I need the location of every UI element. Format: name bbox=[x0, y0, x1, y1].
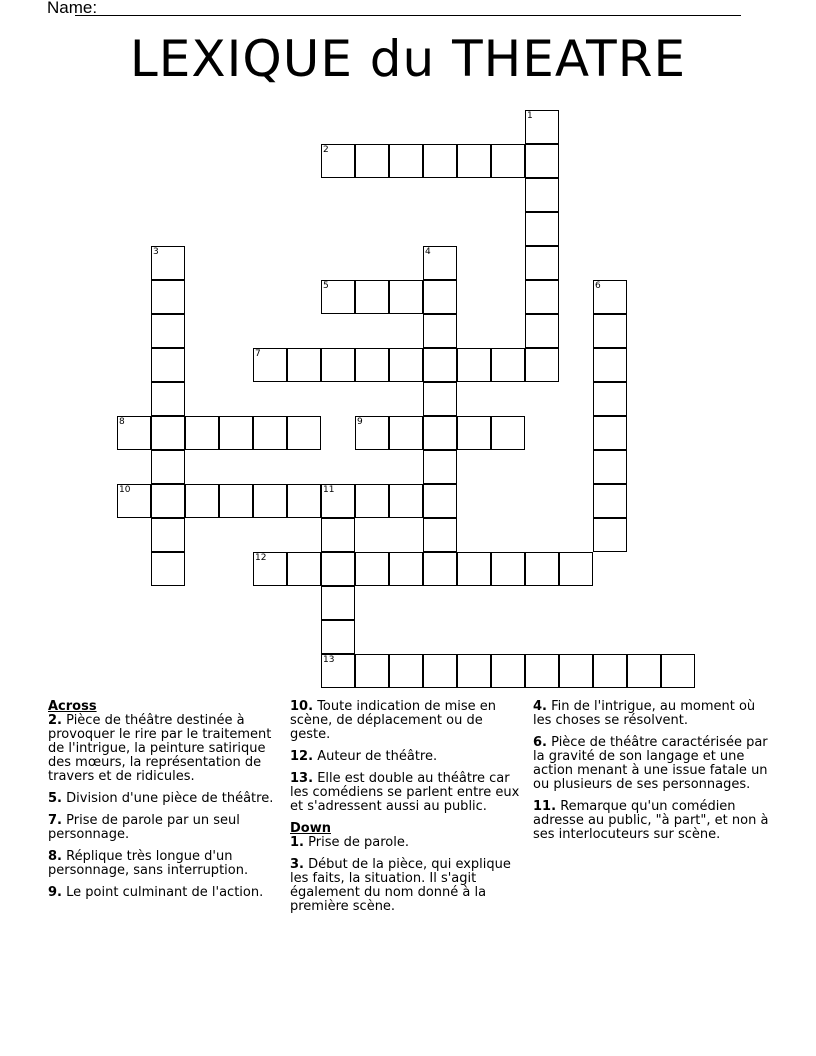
grid-cell[interactable] bbox=[491, 654, 525, 688]
grid-cell[interactable] bbox=[321, 280, 355, 314]
grid-cell[interactable] bbox=[253, 552, 287, 586]
cell-number: 9 bbox=[357, 417, 363, 427]
grid-cell[interactable] bbox=[287, 552, 321, 586]
grid-cell[interactable] bbox=[423, 484, 457, 518]
grid-cell[interactable] bbox=[287, 484, 321, 518]
grid-cell[interactable] bbox=[321, 552, 355, 586]
clue-across-8: 8. Réplique très longue d'un personnage, sans interruption. bbox=[48, 849, 249, 878]
grid-cell[interactable] bbox=[389, 484, 423, 518]
cell-number: 12 bbox=[255, 553, 267, 563]
clue-number: 5 bbox=[48, 791, 58, 806]
cell-number: 1 bbox=[527, 111, 533, 121]
grid-cell[interactable] bbox=[151, 246, 185, 280]
grid-cell[interactable] bbox=[151, 518, 185, 552]
page-title: LEXIQUE du THEATRE bbox=[129, 30, 687, 88]
clue-number: 11 bbox=[533, 799, 552, 814]
grid-cell[interactable] bbox=[491, 144, 525, 178]
grid-cell[interactable] bbox=[423, 348, 457, 382]
grid-cell[interactable] bbox=[593, 314, 627, 348]
clue-number: 10 bbox=[290, 699, 309, 714]
clue-across-7: 7. Prise de parole par un seul personnage. bbox=[48, 813, 240, 842]
grid-cell[interactable] bbox=[117, 416, 151, 450]
grid-cell[interactable] bbox=[423, 382, 457, 416]
grid-cell[interactable] bbox=[593, 382, 627, 416]
grid-cell[interactable] bbox=[525, 348, 559, 382]
grid-cell[interactable] bbox=[321, 518, 355, 552]
grid-cell[interactable] bbox=[389, 552, 423, 586]
grid-cell[interactable] bbox=[627, 654, 661, 688]
clues-column-2 bbox=[290, 700, 522, 922]
cell-number: 10 bbox=[119, 485, 131, 495]
grid-cell[interactable] bbox=[321, 144, 355, 178]
clue-number: 8 bbox=[48, 849, 58, 864]
grid-cell[interactable] bbox=[593, 654, 627, 688]
grid-cell[interactable] bbox=[389, 416, 423, 450]
grid-cell[interactable] bbox=[219, 484, 253, 518]
grid-cell[interactable] bbox=[457, 144, 491, 178]
grid-cell[interactable] bbox=[423, 450, 457, 484]
grid-cell[interactable] bbox=[287, 416, 321, 450]
across-heading: Across bbox=[48, 699, 97, 714]
grid-cell[interactable] bbox=[321, 586, 355, 620]
clue-across-10: 10. Toute indication de mise en scène, de déplacement ou de geste. bbox=[290, 699, 497, 742]
clue-text: Division d'une pièce de théâtre. bbox=[66, 791, 274, 806]
grid-cell[interactable] bbox=[423, 654, 457, 688]
clue-number: 6 bbox=[533, 735, 543, 750]
grid-cell[interactable] bbox=[253, 484, 287, 518]
grid-cell[interactable] bbox=[389, 144, 423, 178]
grid-cell[interactable] bbox=[185, 416, 219, 450]
cell-number: 5 bbox=[323, 281, 329, 291]
grid-cell[interactable] bbox=[253, 348, 287, 382]
clue-across-12: 12. Auteur de théâtre. bbox=[290, 749, 438, 764]
grid-cell[interactable] bbox=[355, 654, 389, 688]
grid-cell[interactable] bbox=[151, 382, 185, 416]
clue-text: Prise de parole. bbox=[308, 835, 409, 850]
grid-cell[interactable] bbox=[457, 552, 491, 586]
grid-cell[interactable] bbox=[389, 348, 423, 382]
grid-cell[interactable] bbox=[355, 552, 389, 586]
grid-cell[interactable] bbox=[423, 144, 457, 178]
clue-number: 2 bbox=[48, 713, 58, 728]
grid-cell[interactable] bbox=[593, 450, 627, 484]
grid-cell[interactable] bbox=[525, 110, 559, 144]
grid-cell[interactable] bbox=[525, 212, 559, 246]
name-label: Name: bbox=[47, 0, 98, 17]
grid-cell[interactable] bbox=[457, 416, 491, 450]
grid-cell[interactable] bbox=[593, 348, 627, 382]
grid-cell[interactable] bbox=[423, 314, 457, 348]
clue-text: Pièce de théâtre destinée à provoquer le rire par le traitement de l'intrigue, la peinture satirique des mœurs, la représentation de travers et de ridicules. bbox=[48, 713, 272, 784]
clues-column-1 bbox=[48, 700, 278, 908]
grid-cell[interactable] bbox=[423, 552, 457, 586]
clue-text: Auteur de théâtre. bbox=[317, 749, 438, 764]
grid-cell[interactable] bbox=[593, 484, 627, 518]
clue-down-3: 3. Début de la pièce, qui explique les faits, la situation. Il s'agit également du nom donné à la première scène. bbox=[290, 857, 511, 914]
grid-cell[interactable] bbox=[525, 178, 559, 212]
grid-cell[interactable] bbox=[151, 450, 185, 484]
grid-cell[interactable] bbox=[593, 280, 627, 314]
clue-down-4: 4. Fin de l'intrigue, au moment où les choses se résolvent. bbox=[533, 699, 756, 728]
cell-number: 11 bbox=[323, 485, 335, 495]
grid-cell[interactable] bbox=[491, 552, 525, 586]
grid-cell[interactable] bbox=[151, 416, 185, 450]
grid-cell[interactable] bbox=[321, 348, 355, 382]
clue-text: Fin de l'intrigue, au moment où les choses se résolvent. bbox=[533, 699, 756, 728]
grid-cell[interactable] bbox=[491, 348, 525, 382]
clue-text: Début de la pièce, qui explique les faits, la situation. Il s'agit également du nom donné à la première scène. bbox=[290, 857, 511, 914]
grid-cell[interactable] bbox=[525, 552, 559, 586]
grid-cell[interactable] bbox=[355, 348, 389, 382]
grid-cell[interactable] bbox=[355, 144, 389, 178]
clue-across-2: 2. Pièce de théâtre destinée à provoquer le rire par le traitement de l'intrigue, la peinture satirique des mœurs, la représentation de travers et de ridicules. bbox=[48, 713, 272, 784]
grid-cell[interactable] bbox=[321, 654, 355, 688]
grid-cell[interactable] bbox=[355, 416, 389, 450]
clue-text: Elle est double au théâtre car les comédiens se parlent entre eux et s'adressent aussi au public. bbox=[290, 771, 520, 814]
grid-cell[interactable] bbox=[117, 484, 151, 518]
grid-cell[interactable] bbox=[253, 416, 287, 450]
clue-number: 9 bbox=[48, 885, 58, 900]
grid-cell[interactable] bbox=[423, 518, 457, 552]
cell-number: 3 bbox=[153, 247, 159, 257]
clue-down-6: 6. Pièce de théâtre caractérisée par la gravité de son langage et une action menant à une issue fatale un ou plusieurs de ses personnages. bbox=[533, 735, 768, 792]
grid-cell[interactable] bbox=[219, 416, 253, 450]
grid-cell[interactable] bbox=[321, 484, 355, 518]
grid-cell[interactable] bbox=[525, 280, 559, 314]
cell-number: 8 bbox=[119, 417, 125, 427]
clue-down-1: 1. Prise de parole. bbox=[290, 835, 409, 850]
grid-cell[interactable] bbox=[593, 518, 627, 552]
clue-down-11: 11. Remarque qu'un comédien adresse au public, "à part", et non à ses interlocuteurs sur scène. bbox=[533, 799, 769, 842]
grid-cell[interactable] bbox=[151, 552, 185, 586]
clue-number: 3 bbox=[290, 857, 300, 872]
grid-cell[interactable] bbox=[423, 246, 457, 280]
grid-cell[interactable] bbox=[151, 484, 185, 518]
grid-cell[interactable] bbox=[661, 654, 695, 688]
clue-text: Remarque qu'un comédien adresse au public, "à part", et non à ses interlocuteurs sur scène. bbox=[533, 799, 769, 842]
grid-cell[interactable] bbox=[321, 620, 355, 654]
cell-number: 2 bbox=[323, 145, 329, 155]
grid-cell[interactable] bbox=[525, 654, 559, 688]
cell-number: 13 bbox=[323, 655, 335, 665]
grid-cell[interactable] bbox=[185, 484, 219, 518]
clue-number: 12 bbox=[290, 749, 309, 764]
grid-cell[interactable] bbox=[287, 348, 321, 382]
grid-cell[interactable] bbox=[423, 416, 457, 450]
grid-cell[interactable] bbox=[355, 280, 389, 314]
grid-cell[interactable] bbox=[559, 552, 593, 586]
clue-across-13: 13. Elle est double au théâtre car les comédiens se parlent entre eux et s'adressent aussi au public. bbox=[290, 771, 520, 814]
clues-column-3 bbox=[533, 700, 769, 850]
clue-number: 13 bbox=[290, 771, 309, 786]
clue-across-9: 9. Le point culminant de l'action. bbox=[48, 885, 264, 900]
clue-text: Le point culminant de l'action. bbox=[66, 885, 264, 900]
grid-cell[interactable] bbox=[151, 314, 185, 348]
clue-number: 7 bbox=[48, 813, 58, 828]
cell-number: 6 bbox=[595, 281, 601, 291]
down-heading: Down bbox=[290, 821, 331, 836]
grid-cell[interactable] bbox=[151, 280, 185, 314]
grid-cell[interactable] bbox=[525, 246, 559, 280]
clue-number: 1 bbox=[290, 835, 300, 850]
grid-cell[interactable] bbox=[457, 654, 491, 688]
clue-text: Toute indication de mise en scène, de déplacement ou de geste. bbox=[290, 699, 497, 742]
cell-number: 7 bbox=[255, 349, 261, 359]
grid-cell[interactable] bbox=[593, 416, 627, 450]
cell-number: 4 bbox=[425, 247, 431, 257]
clue-text: Pièce de théâtre caractérisée par la gravité de son langage et une action menant à une issue fatale un ou plusieurs de ses personnages. bbox=[533, 735, 768, 792]
grid-cell[interactable] bbox=[457, 348, 491, 382]
grid-cell[interactable] bbox=[355, 484, 389, 518]
clue-number: 4 bbox=[533, 699, 543, 714]
grid-cell[interactable] bbox=[525, 314, 559, 348]
grid-cell[interactable] bbox=[491, 416, 525, 450]
clue-text: Prise de parole par un seul personnage. bbox=[48, 813, 240, 842]
grid-cell[interactable] bbox=[423, 280, 457, 314]
grid-cell[interactable] bbox=[151, 348, 185, 382]
clue-across-5: 5. Division d'une pièce de théâtre. bbox=[48, 791, 274, 806]
grid-cell[interactable] bbox=[389, 280, 423, 314]
grid-cell[interactable] bbox=[525, 144, 559, 178]
grid-cell[interactable] bbox=[559, 654, 593, 688]
grid-cell[interactable] bbox=[389, 654, 423, 688]
clue-text: Réplique très longue d'un personnage, sans interruption. bbox=[48, 849, 249, 878]
